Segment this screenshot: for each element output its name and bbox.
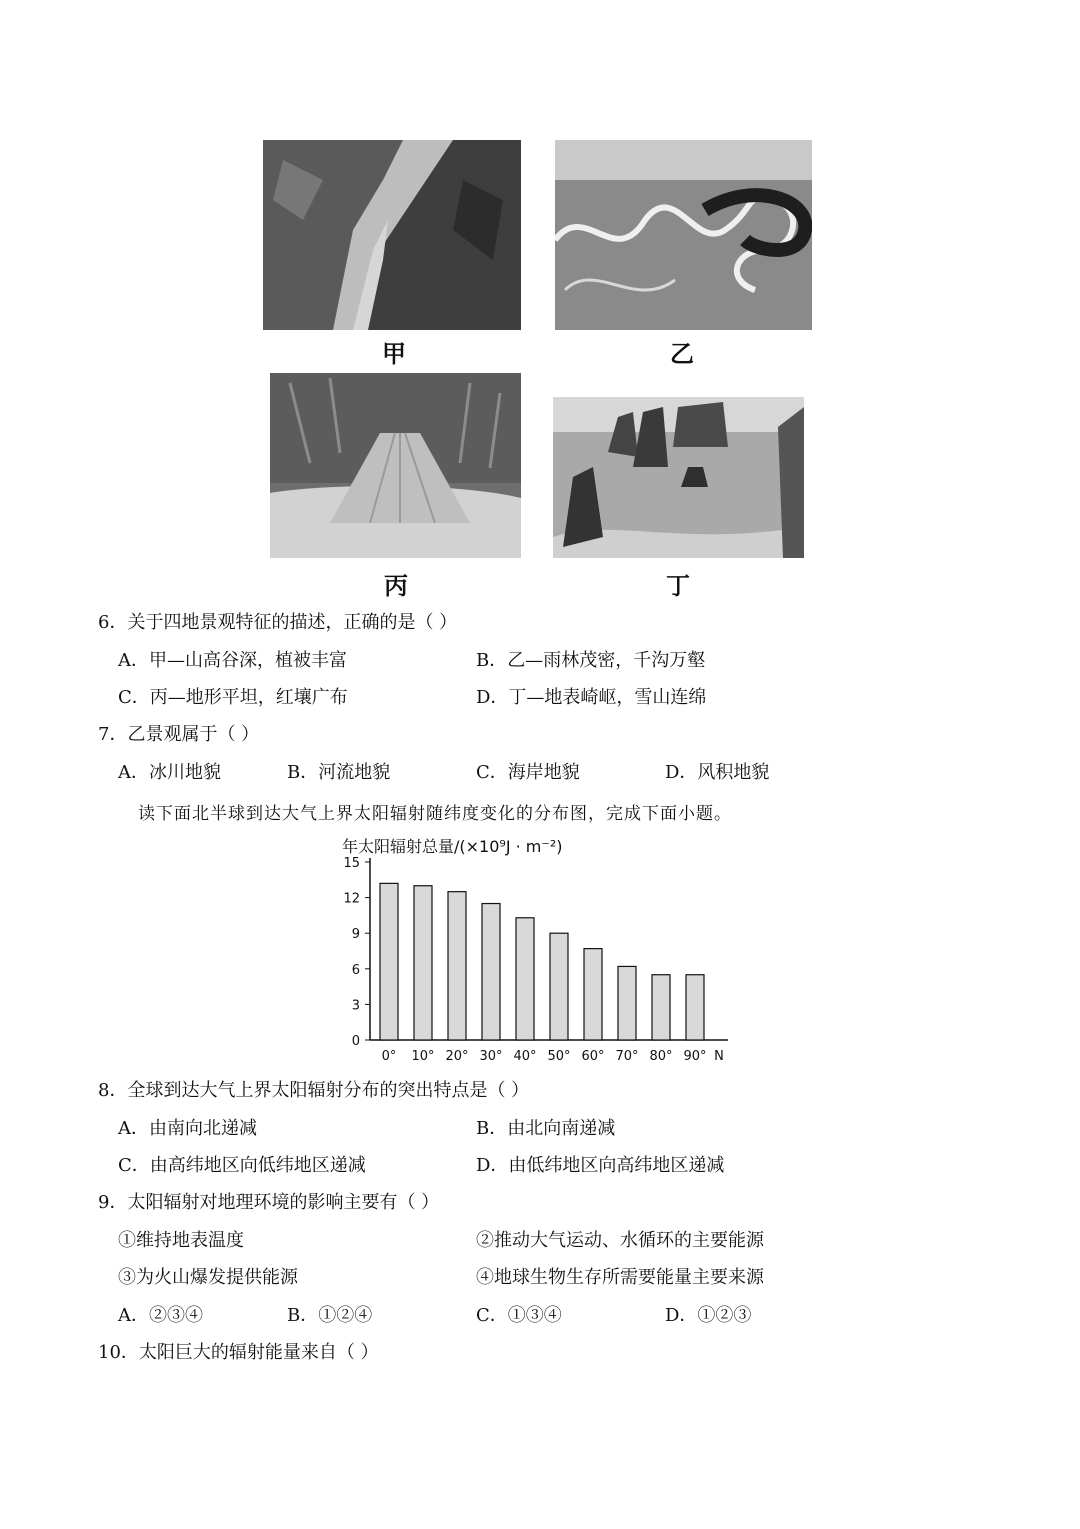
x-tick-label: 60° [581, 1049, 605, 1064]
x-tick-label: 70° [615, 1049, 639, 1064]
y-tick-label: 12 [343, 891, 360, 907]
question-7-option-a: A．冰川地貌 [118, 762, 221, 783]
question-6-option-b: B．乙—雨林茂密，千沟万壑 [476, 650, 706, 671]
meandering-river-photo-icon [555, 140, 812, 330]
question-9-option-a: A．②③④ [118, 1305, 203, 1326]
canyon-photo-icon [263, 140, 521, 330]
y-tick-label: 15 [343, 856, 360, 871]
photo-ding [553, 397, 804, 558]
bar [414, 886, 432, 1040]
question-9-stem: 9．太阳辐射对地理环境的影响主要有（ ） [98, 1192, 440, 1213]
x-axis-suffix: N [714, 1049, 724, 1064]
x-tick-label: 0° [381, 1049, 397, 1064]
bar [380, 883, 398, 1040]
photo-label-ding: 丁 [666, 572, 690, 600]
question-9-statement-1: ①维持地表温度 [118, 1230, 244, 1251]
x-tick-label: 90° [683, 1049, 707, 1064]
question-10-stem: 10．太阳巨大的辐射能量来自（ ） [98, 1342, 379, 1363]
y-tick-label: 0 [351, 1034, 360, 1049]
x-tick-label: 80° [649, 1049, 673, 1064]
photo-label-jia: 甲 [382, 340, 406, 368]
question-7-option-c: C．海岸地貌 [476, 762, 580, 783]
question-9-option-d: D．①②③ [665, 1305, 752, 1326]
question-8-option-d: D．由低纬地区向高纬地区递减 [476, 1155, 725, 1176]
bar [652, 975, 670, 1040]
bar [448, 892, 466, 1040]
sea-stack-coast-photo-icon [553, 397, 804, 558]
question-6-stem: 6．关于四地景观特征的描述，正确的是（ ） [98, 612, 458, 633]
solar-radiation-bar-chart [330, 832, 750, 1068]
y-tick-label: 9 [351, 927, 360, 943]
photo-bing [270, 373, 521, 558]
photo-label-yi: 乙 [670, 340, 694, 368]
alluvial-fan-photo-icon [270, 373, 521, 558]
question-9-statement-2: ②推动大气运动、水循环的主要能源 [476, 1230, 764, 1251]
chart-intro: 读下面北半球到达大气上界太阳辐射随纬度变化的分布图，完成下面小题。 [138, 804, 732, 824]
bar [618, 966, 636, 1040]
question-8-stem: 8．全球到达大气上界太阳辐射分布的突出特点是（ ） [98, 1080, 530, 1101]
question-9-option-c: C．①③④ [476, 1305, 562, 1326]
question-8-option-c: C．由高纬地区向低纬地区递减 [118, 1155, 366, 1176]
question-8-option-b: B．由北向南递减 [476, 1118, 616, 1139]
question-8-option-a: A．由南向北递减 [118, 1118, 257, 1139]
question-9-statement-3: ③为火山爆发提供能源 [118, 1267, 298, 1288]
question-7-option-d: D．风积地貌 [665, 762, 770, 783]
question-7-option-b: B．河流地貌 [287, 762, 391, 783]
photo-label-bing: 丙 [384, 572, 408, 600]
bar [482, 904, 500, 1040]
x-tick-label: 10° [411, 1049, 435, 1064]
y-tick-label: 3 [351, 998, 360, 1014]
bar [550, 933, 568, 1040]
bar [516, 918, 534, 1040]
x-tick-label: 40° [513, 1049, 537, 1064]
question-6-option-d: D．丁—地表崎岖，雪山连绵 [476, 687, 707, 708]
bar [686, 975, 704, 1040]
photo-yi [555, 140, 812, 330]
question-7-stem: 7．乙景观属于（ ） [98, 724, 260, 745]
photo-jia [263, 140, 521, 330]
y-tick-label: 6 [351, 962, 360, 978]
x-tick-label: 50° [547, 1049, 571, 1064]
x-tick-label: 30° [479, 1049, 503, 1064]
question-9-statement-4: ④地球生物生存所需要能量主要来源 [476, 1267, 764, 1288]
question-6-option-c: C．丙—地形平坦，红壤广布 [118, 687, 348, 708]
bar [584, 949, 602, 1040]
x-tick-label: 20° [445, 1049, 469, 1064]
question-6-option-a: A．甲—山高谷深，植被丰富 [118, 650, 347, 671]
question-9-option-b: B．①②④ [287, 1305, 373, 1326]
chart-title: 年太阳辐射总量/(×10⁹J · m⁻²) [342, 837, 563, 856]
